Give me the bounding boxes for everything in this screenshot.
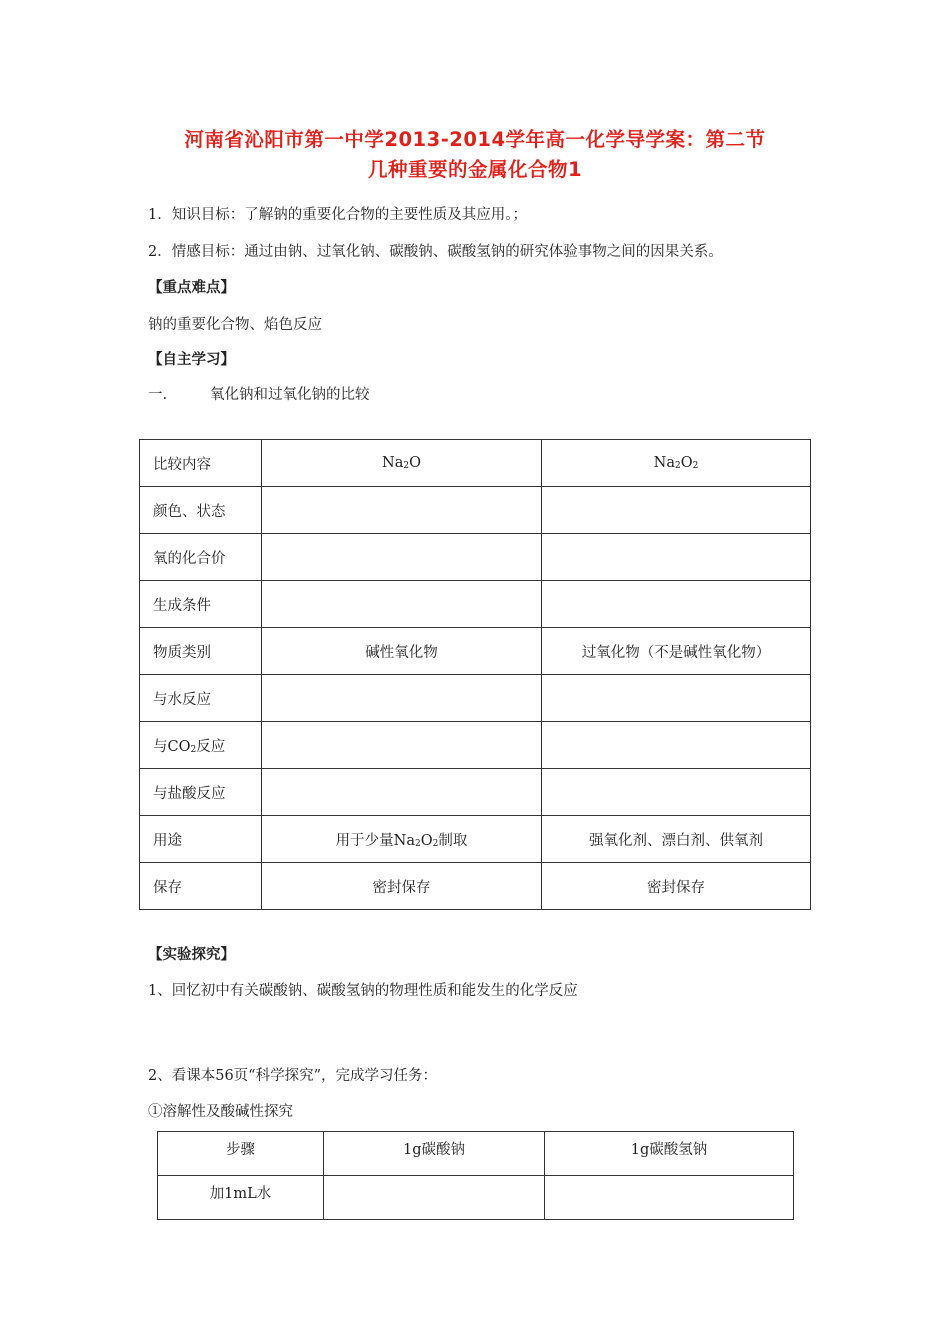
formula-sub: 2 (403, 461, 410, 471)
table-row (140, 769, 811, 816)
experiment-item-1: 1、回忆初中有关碳酸钠、碳酸氢钠的物理性质和能发生的化学反应 (148, 983, 578, 999)
cell-na2o2 (542, 675, 811, 722)
cell-na2co3 (324, 1176, 545, 1220)
table-row (140, 675, 811, 722)
key-points-text: 钠的重要化合物、焰色反应 (148, 317, 322, 333)
table-row (140, 487, 811, 534)
table-row (158, 1176, 794, 1220)
cell-na2o2 (542, 722, 811, 769)
formula-text: Na (382, 455, 404, 471)
cell-na2o2 (542, 534, 811, 581)
row-label: 物质类别 (140, 628, 262, 675)
cell-na2o2 (542, 487, 811, 534)
header-label: 比较内容 (140, 440, 262, 487)
row-label: 生成条件 (140, 581, 262, 628)
table-header-row (158, 1132, 794, 1176)
cell-na2o2: 过氧化物（不是碱性氧化物） (542, 628, 811, 675)
cell-na2o (262, 675, 542, 722)
row-label: 与水反应 (140, 675, 262, 722)
header-step: 步骤 (158, 1132, 324, 1176)
cell-text: O (420, 832, 433, 849)
header-na2co3: 1g碳酸钠 (324, 1132, 545, 1176)
cell-text: 用于少量Na (335, 832, 415, 849)
formula-sub: 2 (190, 744, 197, 755)
cell-na2o: 密封保存 (262, 863, 542, 910)
formula-text: O (409, 455, 421, 471)
cell-na2o2 (542, 769, 811, 816)
row-label: 氧的化合价 (140, 534, 262, 581)
experiment-sub-1: ①溶解性及酸碱性探究 (148, 1104, 293, 1120)
table-header-row (140, 440, 811, 487)
table-row (140, 816, 811, 863)
cell-na2o (262, 769, 542, 816)
solubility-table (157, 1131, 794, 1220)
page-title-line2: 几种重要的金属化合物1 (367, 158, 583, 181)
oxide-comparison-table (139, 439, 811, 910)
cell-na2o (262, 487, 542, 534)
page-title-line1: 河南省沁阳市第一中学2013-2014学年高一化学导学案：第二节 (184, 128, 766, 151)
experiment-item-2: 2、看课本56页“科学探究”，完成学习任务： (148, 1068, 438, 1084)
cell-na2o (262, 534, 542, 581)
cell-nahco3 (545, 1176, 794, 1220)
formula-sub: 2 (692, 461, 699, 471)
key-points-heading: 【重点难点】 (148, 280, 235, 296)
cell-na2o2: 密封保存 (542, 863, 811, 910)
label-text: 与CO (153, 738, 191, 755)
formula-sub: 2 (432, 838, 439, 849)
row-label: 颜色、状态 (140, 487, 262, 534)
header-na2o2 (542, 440, 811, 487)
table-row (140, 722, 811, 769)
header-na2o (262, 440, 542, 487)
table-row (140, 581, 811, 628)
cell-na2o (262, 816, 542, 863)
formula-sub: 2 (674, 461, 681, 471)
row-label: 用途 (140, 816, 262, 863)
cell-na2o (262, 581, 542, 628)
section-number: 一. (148, 387, 168, 403)
row-label: 保存 (140, 863, 262, 910)
formula-text: Na (653, 455, 675, 471)
table-row (140, 534, 811, 581)
table-row (140, 863, 811, 910)
row-step: 加1mL水 (158, 1176, 324, 1220)
cell-text: 制取 (438, 832, 468, 849)
experiment-heading: 【实验探究】 (148, 947, 235, 963)
cell-na2o2 (542, 581, 811, 628)
table-row (140, 628, 811, 675)
cell-na2o2: 强氧化剂、漂白剂、供氧剂 (542, 816, 811, 863)
formula-sub: 2 (414, 838, 421, 849)
objective-knowledge: 1．知识目标：了解钠的重要化合物的主要性质及其应用。； (148, 207, 527, 223)
row-label (140, 722, 262, 769)
self-study-heading: 【自主学习】 (148, 352, 235, 368)
section-title: 氧化钠和过氧化钠的比较 (210, 387, 370, 403)
header-nahco3: 1g碳酸氢钠 (545, 1132, 794, 1176)
objective-emotion: 2．情感目标：通过由钠、过氧化钠、碳酸钠、碳酸氢钠的研究体验事物之间的因果关系。 (148, 244, 723, 260)
formula-text: O (680, 455, 693, 471)
cell-na2o: 碱性氧化物 (262, 628, 542, 675)
row-label: 与盐酸反应 (140, 769, 262, 816)
label-text: 反应 (196, 738, 226, 755)
cell-na2o (262, 722, 542, 769)
